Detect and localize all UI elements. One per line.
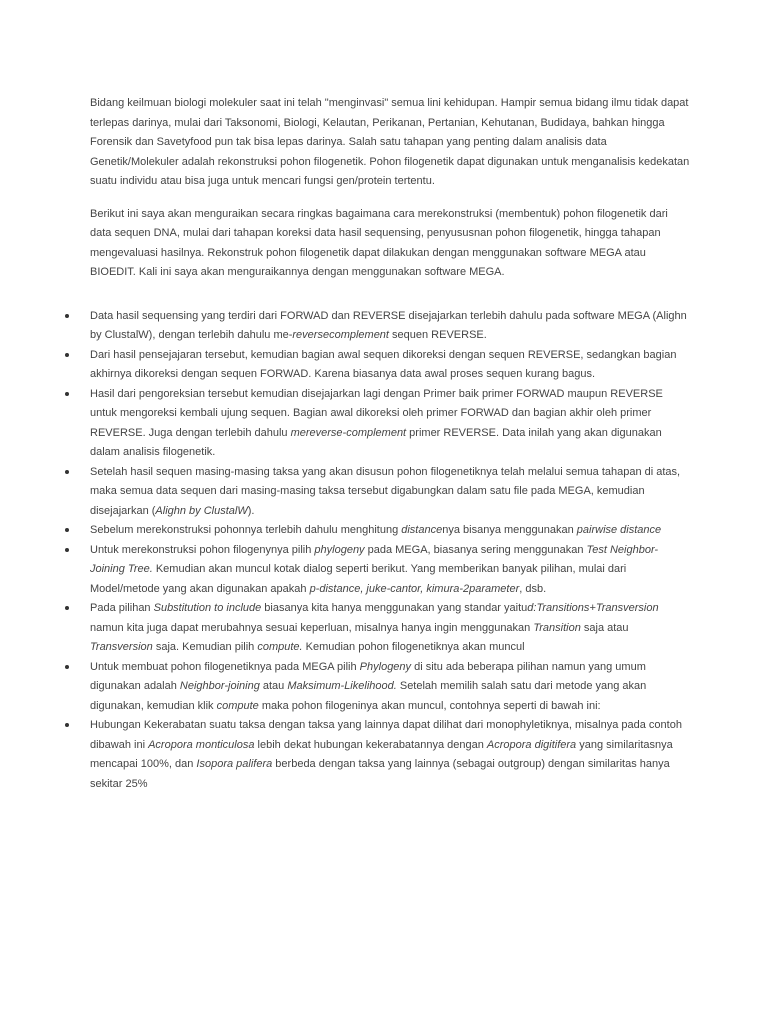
bullet-text: Untuk membuat pohon filogenetiknya pada MEGA pilih [90, 660, 360, 673]
bullet-text-italic: Substitution to include [153, 602, 262, 614]
bullet-dot-icon [65, 392, 69, 396]
bullet-text: nya bisanya menggunakan [442, 524, 577, 536]
bullet-item [90, 521, 690, 541]
bullet-item [90, 541, 690, 600]
bullet-text-italic: Isopora palifera [196, 758, 273, 770]
bullet-text: di situ ada beberapa pilihan namun yang umum digunakan adalah [90, 660, 646, 692]
bullet-text: Untuk merekonstruksi pohon filogenynya pilih [90, 543, 315, 556]
bullet-text: atau [259, 680, 288, 692]
bullet-text: Setelah hasil sequen masing-masing taksa yang akan disusun pohon filogenetiknya telah melalui semua tahapan di atas, maka semua data sequen dari masing-masing taksa tersebut digabungkan dalam satu file pada MEGA, kemudian disejajarkan ( [90, 465, 681, 517]
bullet-text-italic: pairwise distance [576, 524, 662, 536]
bullet-item [90, 385, 690, 463]
intro-paragraph: Bidang keilmuan biologi molekuler saat ini telah "menginvasi" semua lini kehidupan. Hampir semua bidang ilmu tidak dapat terlepas darinya, mulai dari Taksonomi, Biologi, Kelautan, Perikanan, Pertanian, Kehutanan, Budidaya, bahkan hingga Forensik dan Savetyfood pun tak bisa lepas darinya. Salah satu tahapan yang penting dalam analisis data Genetik/Molekuler adalah rekonstruksi pohon filogenetik. Pohon filogenetik dapat digunakan untuk menganalisis kedekatan suatu individu atau bisa juga untuk mencari fungsi gen/protein tertentu. [90, 97, 690, 187]
bullet-text: sequen REVERSE. [388, 329, 487, 341]
bullet-text-italic: reversecomplement [292, 329, 389, 341]
bullet-text: Setelah memilih salah satu dari metode yang akan digunakan, kemudian klik [90, 680, 647, 712]
bullet-text-italic: Transversion [90, 641, 153, 653]
bullet-text-italic: Test Neighbor-Joining Tree. [90, 543, 659, 575]
bullet-item [90, 463, 690, 522]
bullet-text: primer REVERSE. Data inilah yang akan digunakan dalam analisis filogenetik. [90, 426, 662, 458]
bullet-text-italic: mereverse-complement [290, 426, 407, 439]
bullet-text: Data hasil sequensing yang terdiri dari FORWAD dan REVERSE disejajarkan terlebih dahulu pada software MEGA (Alighn by ClustalW), dengan terlebih dahulu me- [90, 309, 687, 341]
bullet-text: Hasil dari pengoreksian tersebut kemudian disejajarkan lagi dengan Primer baik primer FORWAD maupun REVERSE untuk mengoreksi kembali ujung sequen. Bagian awal dikoreksi oleh primer FORWAD dan bagian akhir oleh primer REVERSE. Juga dengan terlebih dahulu [90, 387, 663, 439]
bullet-text-italic: phylogeny [314, 543, 365, 556]
bullet-text-italic: Acropora digitifera [486, 738, 577, 751]
bullet-text: ). [247, 504, 255, 517]
bullet-text: lebih dekat hubungan kekerabatannya dengan [254, 738, 487, 751]
bullet-text: Hubungan Kekerabatan suatu taksa dengan taksa yang lainnya dapat dilihat dari monophyletiknya, misalnya pada contoh dibawah ini [90, 719, 682, 751]
method-paragraph: Berikut ini saya akan menguraikan secara ringkas bagaimana cara merekonstruksi (membentuk) pohon filogenetik dari data sequen DNA, mulai dari tahapan koreksi data hasil sequensing, penyususnan pohon filogenetik, hingga tahapan mengevaluasi hasilnya. Rekonstruk pohon filogenetik dapat dilakukan dengan menggunakan software MEGA atau BIOEDIT. Kali ini saya akan menguraikannya dengan menggunakan software MEGA. [90, 207, 668, 278]
bullet-item [90, 307, 690, 346]
bullet-text-italic: distance [401, 524, 443, 536]
bullet-dot-icon [65, 548, 69, 552]
bullet-text: berbeda dengan taksa yang lainnya (sebagai outgroup) dengan similaritas hanya sekitar 25% [90, 758, 670, 790]
bullet-text-italic: p-distance, juke-cantor, kimura-2parameter [309, 582, 520, 595]
bullet-item [90, 599, 690, 658]
bullet-dot-icon [65, 528, 69, 532]
bullet-text: namun kita juga dapat merubahnya sesuai keperluan, misalnya hanya ingin menggunakan [90, 621, 534, 634]
bullet-text-italic: compute. [257, 641, 303, 653]
bullet-item [90, 658, 690, 717]
bullet-text-italic: d:Transitions+Transversion [527, 602, 659, 614]
bullet-dot-icon [65, 665, 69, 669]
bullet-item [90, 716, 690, 794]
bullet-text: Kemudian pohon filogenetiknya akan muncul [302, 641, 525, 653]
bullet-text: pada MEGA, biasanya sering menggunakan [364, 543, 587, 556]
bullet-text: saja. Kemudian pilih [152, 641, 258, 653]
bullet-dot-icon [65, 314, 69, 318]
bullet-dot-icon [65, 470, 69, 474]
document-body [90, 94, 690, 794]
steps-bullet-list [90, 307, 690, 795]
bullet-dot-icon [65, 606, 69, 610]
bullet-text-italic: Acropora monticulosa [148, 738, 255, 751]
bullet-text-italic: Alighn by ClustalW [155, 504, 248, 517]
bullet-text-italic: Transition [533, 621, 581, 634]
bullet-text: maka pohon filogeninya akan muncul, contohnya seperti di bawah ini: [258, 699, 601, 712]
bullet-text: Sebelum merekonstruksi pohonnya terlebih dahulu menghitung [90, 524, 402, 536]
bullet-text-italic: Phylogeny [359, 660, 412, 673]
bullet-item [90, 346, 690, 385]
bullet-text: biasanya kita hanya menggunakan yang standar yaitu [261, 602, 528, 614]
bullet-dot-icon [65, 353, 69, 357]
bullet-text-italic: compute [216, 699, 259, 712]
bullet-text: saja atau [580, 621, 629, 634]
bullet-text: yang similaritasnya mencapai 100%, dan [90, 738, 673, 770]
bullet-dot-icon [65, 723, 69, 727]
bullet-text-italic: Neighbor-joining [179, 680, 260, 692]
bullet-text: Pada pilihan [90, 602, 154, 614]
bullet-text-italic: Maksimum-Likelihood. [287, 680, 397, 692]
bullet-text: Dari hasil pensejajaran tersebut, kemudian bagian awal sequen dikoreksi dengan sequen REVERSE, sedangkan bagian akhirnya dikoreksi dengan sequen FORWAD. Karena biasanya data awal proses sequen kurang bagus. [90, 348, 677, 380]
bullet-text: Kemudian akan muncul kotak dialog seperti berikut. Yang memberikan banyak pilihan, mulai dari Model/metode yang akan digunakan apakah [90, 563, 627, 595]
bullet-text: , dsb. [519, 582, 547, 595]
